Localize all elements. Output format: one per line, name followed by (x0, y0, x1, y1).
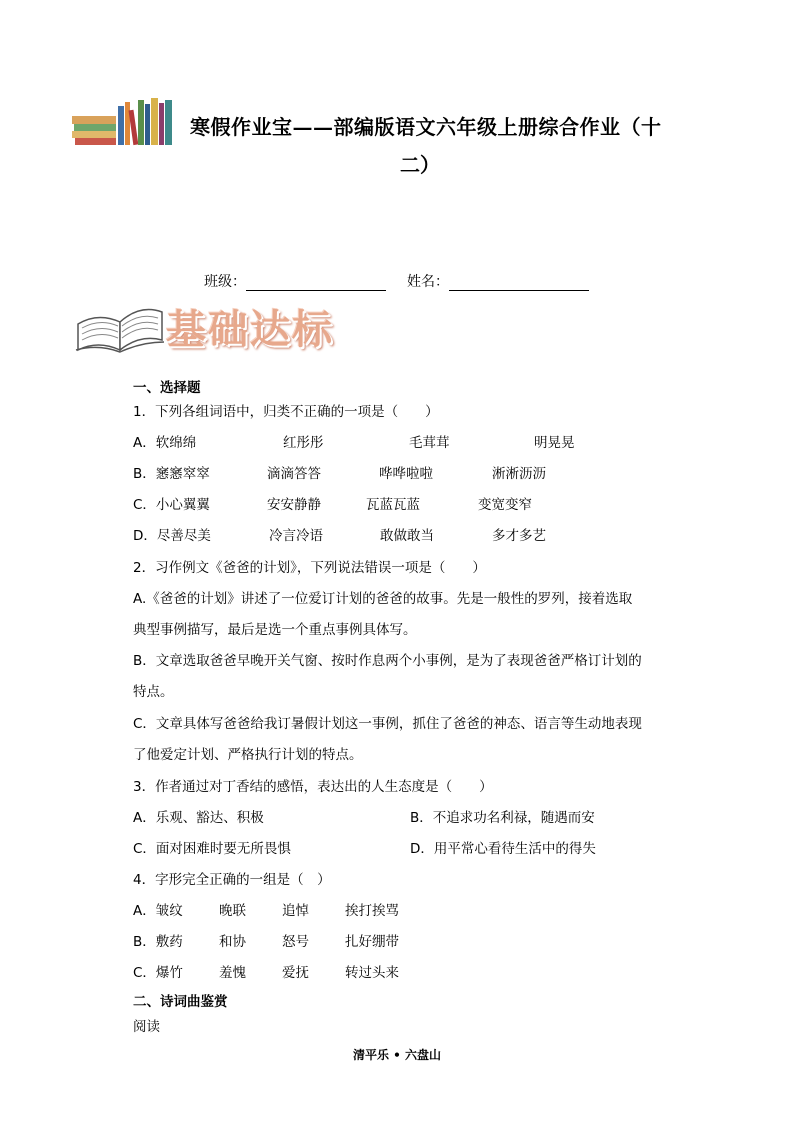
q4-a-3: 追悼 (282, 903, 309, 919)
q1-b-2: 滴滴答答 (267, 466, 321, 482)
q4-a-4: 挨打挨骂 (345, 903, 399, 919)
q1-stem: 1．下列各组词语中，归类不正确的一项是（ ） (133, 404, 439, 420)
q4-c-3: 爱抚 (282, 965, 309, 981)
q1-a-4: 明晃晃 (534, 435, 575, 451)
section2-sub: 阅读 (133, 1019, 160, 1035)
q2-line: C．文章具体写爸爸给我订暑假计划这一事例，抓住了爸爸的神态、语言等生动地表现 (133, 716, 642, 732)
page-title-line1: 寒假作业宝——部编版语文六年级上册综合作业（十 (190, 115, 662, 139)
q1-c-3: 瓦蓝瓦蓝 (366, 497, 420, 513)
q1-c-2: 安安静静 (267, 497, 321, 513)
name-blank[interactable] (449, 276, 589, 291)
q2-line: 典型事例描写，最后是选一个重点事例具体写。 (133, 622, 417, 638)
class-field (204, 271, 386, 291)
q3-stem: 3．作者通过对丁香结的感悟，表达出的人生态度是（ ） (133, 779, 493, 795)
q1-b-1: B．窸窸窣窣 (133, 466, 210, 482)
q1-a-2: 红彤彤 (283, 435, 324, 451)
q1-d-4: 多才多艺 (492, 528, 546, 544)
q4-a-1: A．皱纹 (133, 903, 183, 919)
section2-heading: 二、诗词曲鉴赏 (133, 994, 228, 1010)
q3-option-c: C．面对困难时要无所畏惧 (133, 841, 291, 857)
q4-c-2: 羞愧 (219, 965, 246, 981)
q4-b-3: 怒号 (282, 934, 309, 950)
q1-d-3: 敢做敢当 (380, 528, 434, 544)
q1-a-1: A．软绵绵 (133, 435, 197, 451)
q1-d-1: D．尽善尽美 (133, 528, 211, 544)
class-blank[interactable] (246, 276, 386, 291)
section1-heading: 一、选择题 (133, 380, 201, 396)
open-book-icon (74, 294, 166, 354)
q1-a-3: 毛茸茸 (409, 435, 450, 451)
q4-a-2: 晚联 (219, 903, 246, 919)
q2-line: 特点。 (133, 684, 174, 700)
books-icon (72, 98, 176, 146)
q1-d-2: 冷言冷语 (269, 528, 323, 544)
q3-option-d: D．用平常心看待生活中的得失 (410, 841, 596, 857)
q2-line: A.《爸爸的计划》讲述了一位爱订计划的爸爸的故事。先是一般性的罗列，接着选取 (133, 591, 633, 607)
q3-option-a: A．乐观、豁达、积极 (133, 810, 264, 826)
name-field (407, 271, 589, 291)
class-label: 班级： (204, 274, 246, 290)
q4-b-4: 扎好绷带 (345, 934, 399, 950)
q4-b-2: 和协 (219, 934, 246, 950)
section-banner: 基础达标 (166, 307, 334, 353)
q4-options (133, 899, 533, 983)
q1-b-4: 淅淅沥沥 (492, 466, 546, 482)
q1-b-3: 哗哗啦啦 (379, 466, 433, 482)
q4-stem: 4．字形完全正确的一组是（ ） (133, 872, 331, 888)
q2-line: B．文章选取爸爸早晚开关气窗、按时作息两个小事例，是为了表现爸爸严格订计划的 (133, 653, 642, 669)
q4-c-4: 转过头来 (345, 965, 399, 981)
q1-c-1: C．小心翼翼 (133, 497, 210, 513)
q2-stem: 2．习作例文《爸爸的计划》，下列说法错误一项是（ ） (133, 560, 486, 576)
q3-option-b: B．不追求功名利禄，随遇而安 (410, 810, 595, 826)
q4-b-1: B．敷药 (133, 934, 183, 950)
page-title-line2: 二） (400, 153, 440, 177)
name-label: 姓名： (407, 274, 449, 290)
q2-line: 了他爱定计划、严格执行计划的特点。 (133, 747, 363, 763)
q1-c-4: 变宽变窄 (478, 497, 532, 513)
poem-title: 清平乐 • 六盘山 (352, 1048, 442, 1062)
q1-options (133, 431, 693, 551)
q4-c-1: C．爆竹 (133, 965, 183, 981)
